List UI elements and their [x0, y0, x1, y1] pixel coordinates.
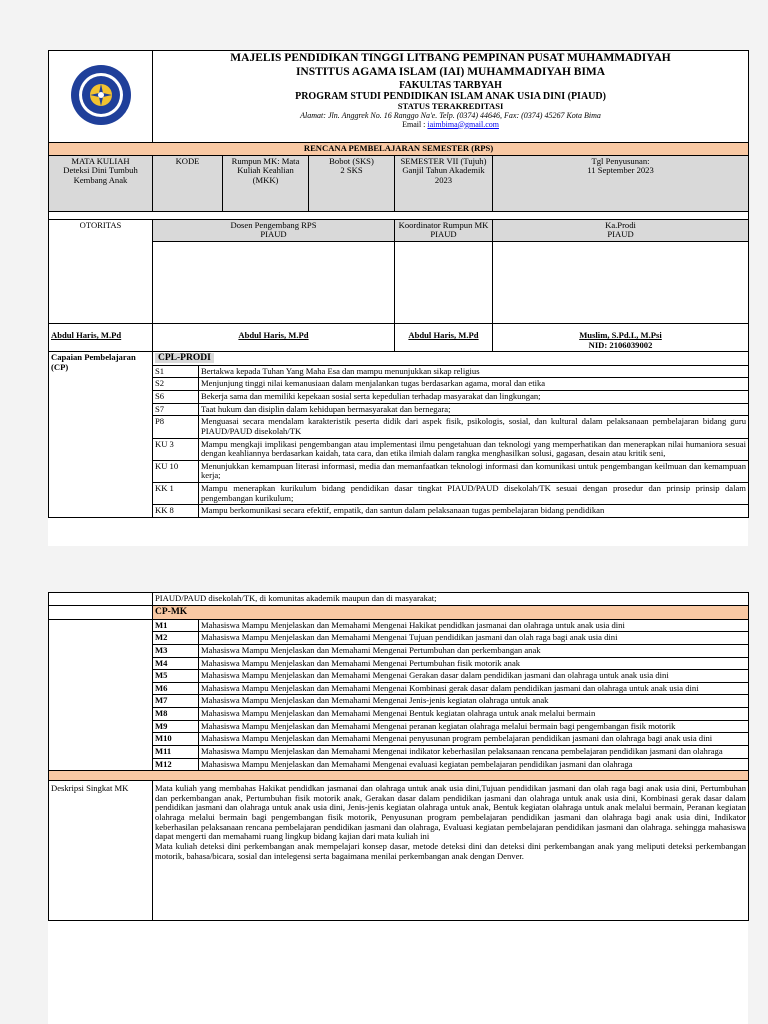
- cpmk-code: M12: [153, 758, 199, 771]
- deskripsi-label: Deskripsi Singkat MK: [49, 781, 153, 921]
- table-row: [49, 682, 749, 695]
- cpl-code: KU 10: [153, 460, 199, 482]
- cpmk-text: Mahasiswa Mampu Menjelaskan dan Memahami Mengenai Hakikat pendidkan jasmanai dan olahraga untuk anak usia dini: [199, 619, 749, 632]
- empty-label-cell: [49, 619, 153, 771]
- cpl-code: S6: [153, 391, 199, 404]
- table-row: [49, 720, 749, 733]
- table-row: [49, 438, 749, 460]
- table-row: [49, 670, 749, 683]
- koord-signature-area: [395, 241, 493, 323]
- rumpun-cell: Rumpun MK: Mata Kuliah Keahlian (MKK): [223, 155, 309, 211]
- cpl-text: Taat hukum dan disiplin dalam kehidupan bermasyarakat dan bernegara;: [199, 403, 749, 416]
- cpmk-code: M10: [153, 733, 199, 746]
- table-row: [49, 632, 749, 645]
- cpl-title-text: CPL-PRODI: [155, 353, 214, 363]
- document-page-2: [48, 592, 748, 1024]
- logo-cell: [49, 51, 153, 143]
- kaprodi-nid: NID: 2106039002: [588, 339, 653, 350]
- table-row: [49, 505, 749, 518]
- university-seal-icon: [70, 64, 132, 129]
- kaprodi-header: [493, 219, 749, 241]
- course-label: MATA KULIAH: [71, 155, 130, 166]
- deskripsi-para-1: Mata kuliah yang membahas Hakikat pendidkan jasmanai dan olahraga untuk anak usia dini,Tujuan pendidikan jasmani dan olah raga bagi anak usia dini, Pertumbuhan dan perkembangan anak, Pertumbuhan fisik motorik anak, Gerakan dasar dalam pendidikan jasmani dan olahraga untuk anak usia dini, Kombinasi gerak dasar dalam pendidikan jasmani dan olahraga untuk anak usia dini, Jenis-jenis kegiatan olahraga untuk anak, Bentuk kegiatan olahraga untuk anak melalui bermain, Peranan kegiatan olahraga melalui bermain bagi pengembangan fisik motorik, Penyusunan program pembelajaran pendidikan jasmani dan olahraga bagi anak usia dini, Indikator keberhasilan pelaksanaan rencana pembelajaran pendidikan jasmani dan olahraga, Evaluasi kegiatan pembelajaran pendidikan jasmani dan olahraga. sehingga mahasiswa dapat mengerti dan memahami ruang lingkup bidang kajian dari mata kuliah ini: [155, 783, 746, 842]
- koord-unit: PIAUD: [430, 229, 457, 240]
- table-row: [49, 695, 749, 708]
- cpmk-code: M2: [153, 632, 199, 645]
- cpl-text: Mampu mengkaji implikasi pengembangan atau implementasi ilmu pengetahuan dan teknologi yang memperhatikan dan menerapkan nilai humaniora sesuai dengan keahliannya berdasarkan kaidah, tata cara, dan etika ilmiah dalam rangka menghasilkan solusi, gagasan, desain atau kritik seni,: [199, 438, 749, 460]
- course-value: Deteksi Dini Tumbuh Kembang Anak: [63, 165, 138, 185]
- rps-title: RENCANA PEMBELAJARAN SEMESTER (RPS): [49, 143, 749, 156]
- bobot-value: 2 SKS: [340, 165, 363, 176]
- cpmk-code: M11: [153, 745, 199, 758]
- email-label: Email :: [402, 119, 428, 129]
- table-row: [49, 391, 749, 404]
- otoritas-label: OTORITAS: [49, 219, 153, 323]
- table-row: [49, 378, 749, 391]
- cpl-code: S1: [153, 365, 199, 378]
- koord-title: Koordinator Rumpun MK: [398, 219, 489, 230]
- table-row: [49, 619, 749, 632]
- cpmk-text: Mahasiswa Mampu Menjelaskan dan Memahami Mengenai Bentuk kegiatan olahraga untuk anak melalui bermain: [199, 708, 749, 721]
- cpmk-code: M5: [153, 670, 199, 683]
- table-row: [49, 644, 749, 657]
- cpmk-code: M9: [153, 720, 199, 733]
- cpl-text: Menunjukkan kemampuan literasi informasi, media dan memanfaatkan teknologi informasi dan komunikasi untuk pengembangan keilmuan dan kemampuan kerja;: [199, 460, 749, 482]
- header-line-2: INSTITUS AGAMA ISLAM (IAI) MUHAMMADIYAH BIMA: [295, 65, 606, 78]
- name-2: Abdul Haris, M.Pd: [153, 324, 395, 352]
- cpl-code: S7: [153, 403, 199, 416]
- header-line-5: STATUS TERAKREDITASI: [397, 100, 504, 111]
- institution-header: [153, 51, 749, 143]
- deskripsi-para-2: Mata kuliah deteksi dini perkembangan anak mempelajari konsep dasar, metode deteksi dini dan deteksi dini perkembangan anak yang meliputi deteksi perkembangan motorik, bahasa/bicara, sosial dan intelegensi serta bagaimana menilai perkembangan anak dengan Denver.: [155, 840, 746, 861]
- email-link[interactable]: iaimbima@gmail.com: [427, 119, 499, 129]
- cp-label: Capaian Pembelajaran (CP): [49, 352, 153, 517]
- header-line-1: MAJELIS PENDIDIKAN TINGGI LITBANG PEMPINAN PUSAT MUHAMMADIYAH: [230, 52, 671, 64]
- cpmk-text: Mahasiswa Mampu Menjelaskan dan Memahami Mengenai Tujuan pendidikan jasmani dan olah raga bagi anak usia dini: [199, 632, 749, 645]
- kaprodi-signature-area: [493, 241, 749, 323]
- table-row: [49, 483, 749, 505]
- header-line-3: FAKULTAS TARBYAH: [399, 79, 502, 91]
- cpmk-text: Mahasiswa Mampu Menjelaskan dan Memahami Mengenai Pertumbuhan fisik motorik anak: [199, 657, 749, 670]
- table-row: [49, 708, 749, 721]
- cpl-code: KK 8: [153, 505, 199, 518]
- koord-header: [395, 219, 493, 241]
- cpmk-code: M8: [153, 708, 199, 721]
- course-name-cell: [49, 155, 153, 211]
- cpmk-code: M3: [153, 644, 199, 657]
- cpl-text: Bertakwa kepada Tuhan Yang Maha Esa dan mampu menunjukkan sikap religius: [199, 365, 749, 378]
- semester-cell: SEMESTER VII (Tujuh) Ganjil Tahun Akademik 2023: [395, 155, 493, 211]
- table-row: [49, 365, 749, 378]
- kaprodi-unit: PIAUD: [607, 229, 634, 240]
- name-1: Abdul Haris, M.Pd: [49, 324, 153, 352]
- cpmk-code: M4: [153, 657, 199, 670]
- table-row: [49, 758, 749, 771]
- document-page-1: [48, 50, 748, 546]
- cpl-code: KU 3: [153, 438, 199, 460]
- name-3: Abdul Haris, M.Pd: [395, 324, 493, 352]
- spacer-row: [49, 211, 749, 219]
- empty-label-cell: [49, 606, 153, 620]
- cpmk-text: Mahasiswa Mampu Menjelaskan dan Memahami Mengenai evaluasi kegiatan pembelajaran pendidikan jasmani dan olahraga: [199, 758, 749, 771]
- cpmk-title: CP-MK: [153, 606, 749, 620]
- name-4: Muslim, S.Pd.I., M.Psi: [579, 329, 662, 340]
- kaprodi-name-cell: [493, 324, 749, 352]
- cpmk-text: Mahasiswa Mampu Menjelaskan dan Memahami Mengenai Gerakan dasar dalam pendidikan jasmani dan olahraga untuk anak usia dini: [199, 670, 749, 683]
- cpmk-text: Mahasiswa Mampu Menjelaskan dan Memahami Mengenai Kombinasi gerak dasar dalam pendidikan jasmani dan olahraga untuk anak usia dini: [199, 682, 749, 695]
- kode-cell: KODE: [153, 155, 223, 211]
- cpl-title: [153, 352, 749, 365]
- cpl-table: [48, 352, 749, 518]
- table-row: [49, 593, 749, 606]
- section-divider: [49, 771, 749, 781]
- tgl-label: Tgl Penyusunan:: [591, 155, 650, 166]
- dosen-signature-area: [153, 241, 395, 323]
- cpl-text: Mampu menerapkan kurikulum bidang pendidikan dasar tingkat PIAUD/PAUD disekolah/TK sesuai dengan prosedur dan prinsip prinsip dalam pengembangan kurikulum;: [199, 483, 749, 505]
- kk8-continued-text: PIAUD/PAUD disekolah/TK, di komunitas akademik maupun dan di masyarakat;: [153, 593, 749, 606]
- bobot-cell: [309, 155, 395, 211]
- cpmk-text: Mahasiswa Mampu Menjelaskan dan Memahami Mengenai Pertumbuhan dan perkembangan anak: [199, 644, 749, 657]
- cpl-text: Menguasai secara mendalam karakteristik peserta didik dari aspek fisik, psikologis, sosial, dan kultural dalam pelaksanaan pembelajaran bidang guru PIAUD/PAUD disekolah/TK: [199, 416, 749, 438]
- deskripsi-cell: [153, 781, 749, 921]
- table-row: [49, 745, 749, 758]
- signature-names-table: [48, 324, 749, 352]
- cpl-code: P8: [153, 416, 199, 438]
- cpmk-text: Mahasiswa Mampu Menjelaskan dan Memahami Mengenai indikator keberhasilan pelaksanaan rencana pembelajaran pendidikan jasmani dan olahraga: [199, 745, 749, 758]
- dosen-unit: PIAUD: [260, 229, 287, 240]
- tgl-cell: [493, 155, 749, 211]
- table-row: [49, 403, 749, 416]
- cpmk-code: M1: [153, 619, 199, 632]
- cpmk-code: M7: [153, 695, 199, 708]
- table-row: [49, 460, 749, 482]
- table-row: [49, 416, 749, 438]
- header-line-4: PROGRAM STUDI PENDIDIKAN ISLAM ANAK USIA DINI (PIAUD): [295, 90, 606, 102]
- table-row: [49, 657, 749, 670]
- cpl-code: KK 1: [153, 483, 199, 505]
- rps-header-table: [48, 50, 749, 324]
- dosen-title: Dosen Pengembang RPS: [230, 219, 317, 230]
- cpmk-code: M6: [153, 682, 199, 695]
- dosen-header: [153, 219, 395, 241]
- header-address: Alamat: Jln. Anggrek No. 16 Ranggo Na'e. Telp. (0374) 44646, Fax: (0374) 45267 Kota Bima: [300, 110, 601, 120]
- bobot-label: Bobot (SKS): [329, 155, 374, 166]
- cpmk-text: Mahasiswa Mampu Menjelaskan dan Memahami Mengenai penyusunan program pembelajaran pendidikan jasmani dan olahraga bagi anak usia dini: [199, 733, 749, 746]
- cpl-text: Menjunjung tinggi nilai kemanusiaan dalam menjalankan tugas berdasarkan agama, moral dan etika: [199, 378, 749, 391]
- kaprodi-title: Ka.Prodi: [605, 219, 636, 230]
- tgl-value: 11 September 2023: [587, 165, 654, 176]
- cpl-code: S2: [153, 378, 199, 391]
- cpmk-table: [48, 592, 749, 921]
- cpmk-text: Mahasiswa Mampu Menjelaskan dan Memahami Mengenai Jenis-jenis kegiatan olahraga untuk anak: [199, 695, 749, 708]
- cpmk-text: Mahasiswa Mampu Menjelaskan dan Memahami Mengenai peranan kegiatan olahraga melalui bermain bagi pengembangan fisik motorik: [199, 720, 749, 733]
- cpl-text: Bekerja sama dan memiliki kepekaan sosial serta kepedulian terhadap masyarakat dan lingkungan;: [199, 391, 749, 404]
- cpl-text: Mampu berkomunikasi secara efektif, empatik, dan santun dalam pelaksanaan tugas pembelajaran bidang pendidikan: [199, 505, 749, 518]
- empty-label-cell: [49, 593, 153, 606]
- table-row: [49, 733, 749, 746]
